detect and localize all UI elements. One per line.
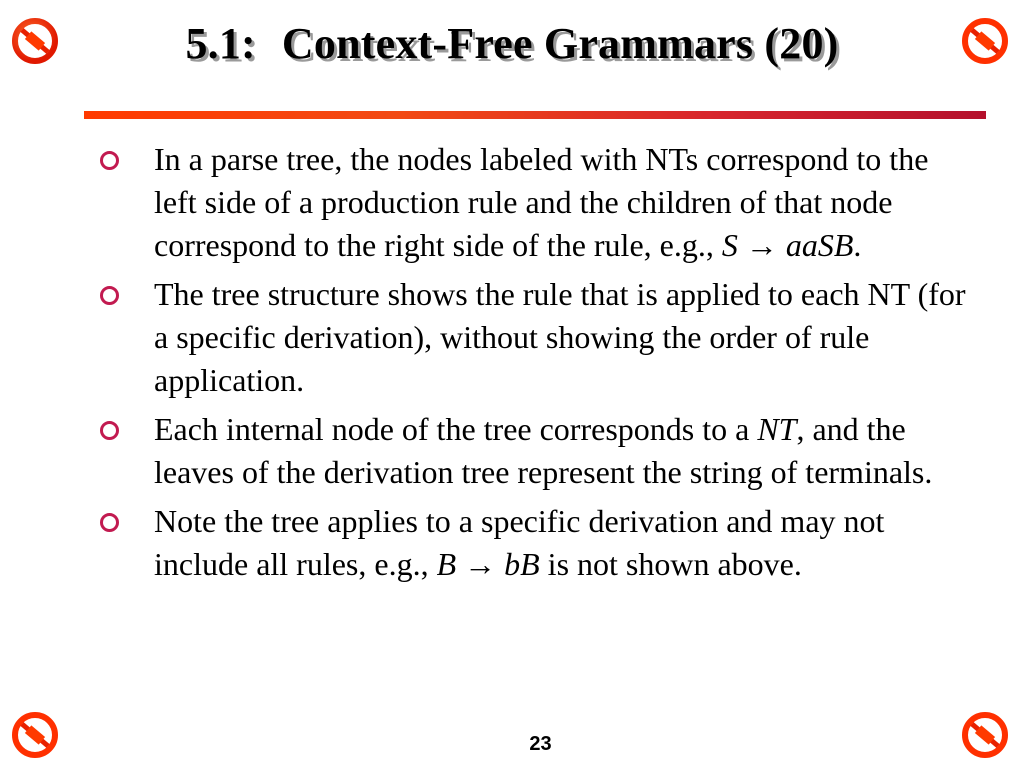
bullet-math: B → bB: [436, 546, 540, 582]
bullet-text: The tree structure shows the rule that is applied to each NT (for a specific derivation), without showing the order of rule application.: [154, 276, 966, 398]
bullet-item: [98, 500, 978, 586]
bullet-item: [98, 273, 978, 402]
title-divider-bar: [84, 111, 986, 119]
slide-title-number: 5.1:: [185, 19, 256, 68]
bullet-text: Note the tree applies to a specific derivation and may not include all rules, e.g.,: [154, 503, 885, 582]
bullet-math: S → aaSB: [721, 227, 854, 263]
bullet-item: [98, 408, 978, 494]
slide-title-text: Context-Free Grammars (20): [281, 19, 839, 68]
bullet-item: [98, 138, 978, 267]
bullet-text: In a parse tree, the nodes labeled with NTs correspond to the left side of a production rule and the children of that node correspond to the right side of the rule, e.g.,: [154, 141, 929, 263]
bullet-text: Each internal node of the tree corresponds to a: [154, 411, 758, 447]
hollow-circle-bullet-icon: [100, 151, 119, 170]
bullet-text-end: .: [853, 227, 862, 263]
page-number: 23: [529, 733, 552, 755]
bullet-math: NT: [757, 411, 797, 447]
bullet-text-end: , and the leaves of the derivation tree represent the string of terminals.: [154, 411, 933, 490]
hollow-circle-bullet-icon: [100, 513, 119, 532]
hollow-circle-bullet-icon: [100, 421, 119, 440]
bullet-list: [98, 138, 978, 592]
slide-title: [0, 18, 1024, 69]
bullet-text-end: is not shown above.: [539, 546, 802, 582]
hollow-circle-bullet-icon: [100, 286, 119, 305]
